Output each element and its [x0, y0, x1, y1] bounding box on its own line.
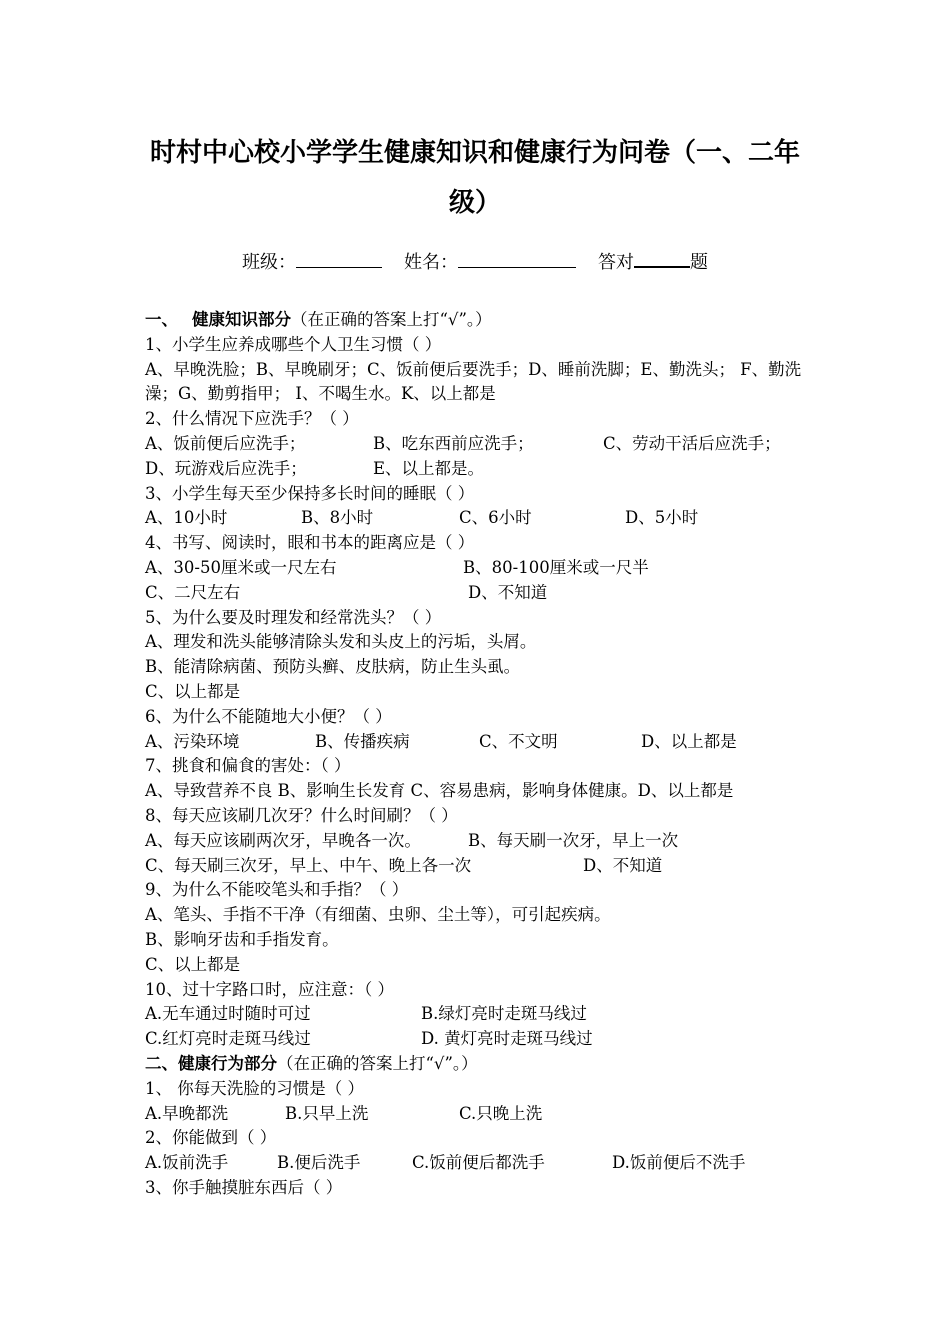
answer-option[interactable]: A、导致营养不良 B、影响生长发育 C、容易患病，影响身体健康。D、以上都是: [145, 781, 734, 801]
questions-body: [145, 308, 815, 1201]
answer-option[interactable]: D、玩游戏后应洗手；: [145, 458, 307, 478]
answer-options-row: [145, 457, 815, 482]
answer-option[interactable]: A、每天应该刷两次牙，早晚各一次。: [145, 830, 421, 850]
name-label: 姓名：: [404, 252, 458, 273]
answer-option[interactable]: D、以上都是: [641, 731, 737, 751]
answer-option[interactable]: D、不知道: [468, 582, 548, 602]
answer-option[interactable]: A、污染环境: [145, 731, 240, 751]
answer-options-row: [145, 1002, 815, 1027]
answer-options-row: [145, 1027, 815, 1052]
answer-options-row: [145, 928, 815, 953]
answer-options-row: [145, 581, 815, 606]
question-text: 1、 你每天洗脸的习惯是（ ）: [145, 1078, 364, 1098]
correct-suffix: 题: [690, 252, 708, 273]
answer-option[interactable]: B、传播疾病: [315, 731, 410, 751]
answer-option[interactable]: A.饭前洗手: [145, 1153, 229, 1173]
answer-options-row: [145, 854, 815, 879]
answer-options-row: [145, 358, 815, 408]
answer-option[interactable]: C.饭前便后都洗手: [412, 1153, 545, 1173]
answer-option[interactable]: B、8小时: [301, 508, 374, 528]
answer-options-row: [145, 829, 815, 854]
answer-options-row: [145, 1151, 815, 1176]
answer-options-row: [145, 953, 815, 978]
answer-option[interactable]: B.只早上洗: [285, 1103, 369, 1123]
answer-option[interactable]: A、早晚洗脸；B、早晚刷牙；C、饭前便后要洗手；D、睡前洗脚；E、勤洗头； F、勤洗澡；G、勤剪指甲； I、不喝生水。K、以上都是: [145, 359, 802, 404]
section-heading: [145, 1052, 815, 1077]
answer-option[interactable]: C.红灯亮时走斑马线过: [145, 1029, 311, 1049]
answer-option[interactable]: A、饭前便后应洗手；: [145, 433, 306, 453]
answer-option[interactable]: B.便后洗手: [277, 1153, 361, 1173]
answer-option[interactable]: D、不知道: [583, 855, 663, 875]
question-text: 5、为什么要及时理发和经常洗头？（ ）: [145, 607, 442, 627]
answer-option[interactable]: B、80-100厘米或一尺半: [463, 557, 649, 577]
answer-option[interactable]: C、6小时: [459, 508, 532, 528]
student-info-line: [0, 248, 950, 278]
question-text: 10、过十字路口时，应注意：（ ）: [145, 979, 394, 999]
answer-option[interactable]: A.早晚都洗: [145, 1103, 229, 1123]
answer-option[interactable]: A、笔头、手指不干净（有细菌、虫卵、尘土等），可引起疾病。: [145, 905, 611, 925]
section-number: 一、: [145, 310, 178, 329]
answer-option[interactable]: C、劳动干活后应洗手；: [603, 433, 781, 453]
answer-option[interactable]: B、每天刷一次牙，早上一次: [468, 830, 679, 850]
question-text: 2、什么情况下应洗手？（ ）: [145, 409, 359, 429]
correct-label: 答对: [598, 252, 634, 273]
answer-option[interactable]: C.只晚上洗: [459, 1103, 543, 1123]
section-title: 健康行为部分: [178, 1053, 277, 1073]
answer-option[interactable]: A、理发和洗头能够清除头发和头皮上的污垢，头屑。: [145, 632, 537, 652]
answer-options-row: [145, 655, 815, 680]
answer-option[interactable]: B、影响牙齿和手指发育。: [145, 929, 339, 949]
page-title: [130, 128, 820, 228]
title-line-1: 时村中心校小学学生健康知识和健康行为问卷（一、二年: [149, 138, 800, 168]
answer-options-row: [145, 730, 815, 755]
answer-option[interactable]: C、每天刷三次牙，早上、中午、晚上各一次: [145, 855, 472, 875]
question-text: 3、小学生每天至少保持多长时间的睡眠（ ）: [145, 483, 475, 503]
answer-option[interactable]: A、30-50厘米或一尺左右: [145, 557, 337, 577]
answer-options-row: [145, 506, 815, 531]
answer-options-row: [145, 680, 815, 705]
correct-count-blank[interactable]: [634, 248, 690, 268]
question-text: 2、你能做到（ ）: [145, 1128, 277, 1148]
section-heading: [145, 308, 815, 333]
section-number: 二、: [145, 1053, 178, 1073]
answer-options-row: [145, 779, 815, 804]
question-text: 9、为什么不能咬笔头和手指？（ ）: [145, 880, 409, 900]
section-instruction: （在正确的答案上打“√”。）: [291, 310, 492, 329]
question-text: 7、挑食和偏食的害处：（ ）: [145, 756, 351, 776]
answer-options-row: [145, 903, 815, 928]
answer-option[interactable]: E、以上都是。: [373, 458, 485, 478]
class-blank[interactable]: [296, 249, 382, 268]
section-instruction: （在正确的答案上打“√”。）: [277, 1053, 478, 1073]
answer-options-row: [145, 556, 815, 581]
answer-option[interactable]: C、以上都是: [145, 681, 241, 701]
answer-option[interactable]: D、5小时: [625, 508, 699, 528]
answer-option[interactable]: D. 黄灯亮时走斑马线过: [421, 1029, 593, 1049]
answer-option[interactable]: C、以上都是: [145, 954, 241, 974]
section-title: 健康知识部分: [192, 310, 291, 329]
answer-option[interactable]: C、不文明: [479, 731, 558, 751]
answer-option[interactable]: B.绿灯亮时走斑马线过: [421, 1004, 587, 1024]
name-blank[interactable]: [458, 249, 576, 268]
class-label: 班级：: [242, 252, 296, 273]
answer-options-row: [145, 630, 815, 655]
title-line-2: 级）: [448, 188, 501, 218]
answer-option[interactable]: A、10小时: [145, 508, 228, 528]
question-text: 1、小学生应养成哪些个人卫生习惯（ ）: [145, 334, 442, 354]
answer-option[interactable]: A.无车通过时随时可过: [145, 1004, 311, 1024]
question-text: 3、你手触摸脏东西后（ ）: [145, 1177, 343, 1197]
answer-option[interactable]: D.饭前便后不洗手: [612, 1153, 746, 1173]
question-text: 8、每天应该刷几次牙？什么时间刷？（ ）: [145, 805, 458, 825]
answer-option[interactable]: B、能清除病菌、预防头癣、皮肤病，防止生头虱。: [145, 657, 521, 677]
answer-option[interactable]: C、二尺左右: [145, 582, 241, 602]
question-text: 4、书写、阅读时，眼和书本的距离应是（ ）: [145, 533, 475, 553]
answer-options-row: [145, 432, 815, 457]
answer-options-row: [145, 1102, 815, 1127]
answer-option[interactable]: B、吃东西前应洗手；: [373, 433, 534, 453]
question-text: 6、为什么不能随地大小便？（ ）: [145, 706, 392, 726]
